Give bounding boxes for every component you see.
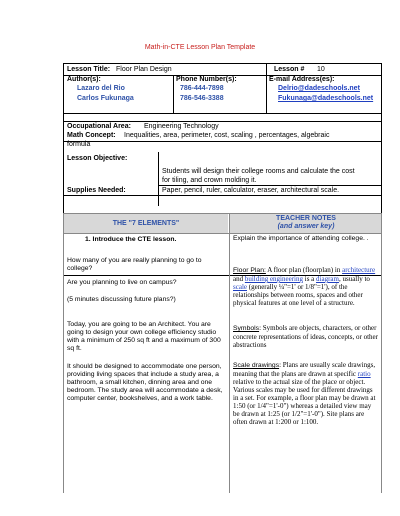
scale-drawings-definition: Scale drawings: Plans are usually scale drawings, meaning that the plans are drawn at specific ratio relative to the actual size of the place or object. Various scales may be used for different drawings in a set. For example, a floor plan may be drawn at 1:50 (or 1/4"=1'-0") whereas a detailed view may be drawn at 1:25 (or 1/2"=1'-0"). Site plans are often drawn at 1:200 or 1:100.	[233, 361, 376, 426]
supplies-value: Paper, pencil, ruler, calculator, eraser, architectural scale.	[162, 187, 340, 194]
math-concept-label: Math Concept:	[67, 132, 116, 139]
lesson-number-label: Lesson #	[274, 66, 305, 73]
left-paragraph: Today, you are going to be an Architect. You are going to design your own college efficiency studio with a minimum of 250 sq ft and a maximum of 300 sq ft.	[67, 321, 221, 352]
occupational-area-value: Engineering Technology	[144, 123, 219, 130]
left-paragraph: (5 minutes discussing future plans?)	[67, 296, 176, 303]
left-paragraph: How many of you are really planning to go to college?	[67, 257, 202, 272]
architecture-link[interactable]: architecture	[342, 266, 376, 274]
floor-plan-term: Floor Plan:	[233, 267, 266, 274]
occupational-area-label: Occupational Area:	[67, 123, 131, 130]
left-paragraph: It should be designed to accommodate one person, providing living spaces that include a study area, a bathroom, a small kitchen, dinning area and one bedroom. The study area will accommodate a desk, computer center, bookshelves, and a work table.	[67, 363, 223, 402]
phone-label: Phone Number(s):	[176, 76, 237, 83]
page-title: Math-in-CTE Lesson Plan Template	[144, 44, 256, 51]
floor-plan-definition: Floor Plan: A floor plan (floorplan) in architecture and building engineering is a diagram, usually to scale (generally ¼"=1' or 1/8"=1'), of the relationships between rooms, spaces and other physical features at one level of a structure.	[233, 266, 376, 307]
left-paragraph: Are you planning to live on campus?	[67, 279, 177, 286]
ratio-link[interactable]: ratio	[357, 370, 371, 378]
lesson-number-value: 10	[317, 66, 325, 73]
scale-link[interactable]: scale	[233, 283, 247, 291]
step-title: 1. Introduce the CTE lesson.	[85, 236, 177, 243]
email-label: E-mail Address(es):	[269, 76, 335, 83]
author-email-link[interactable]: Delrio@dadeschools.net	[278, 85, 360, 92]
lesson-objective-value-cont: for tiling, and crown molding it.	[162, 177, 257, 184]
math-concept-value: Inequalities, area, perimeter, cost, scaling , percentages, algebraic	[124, 132, 330, 139]
right-column-subheader: (and answer key)	[277, 223, 335, 230]
authors-label: Author(s):	[67, 76, 101, 83]
author-phone: 786-546-3388	[180, 95, 224, 102]
supplies-label: Supplies Needed:	[67, 187, 126, 194]
author-email-link[interactable]: Fukunaga@dadeschools.net	[278, 95, 374, 102]
symbols-definition: Symbols: Symbols are objects, characters, or other concrete representations of ideas, concepts, or other abstractions	[233, 324, 378, 349]
author-phone: 786-444-7898	[180, 85, 224, 92]
diagram-link[interactable]: diagram	[316, 275, 339, 283]
right-column-header: TEACHER NOTES	[276, 215, 336, 222]
lesson-objective-value: Students will design their college rooms and calculate the cost	[162, 168, 355, 175]
author-name: Carlos Fukunaga	[77, 95, 134, 102]
teacher-note: Explain the importance of attending college. .	[233, 235, 369, 242]
lesson-title-value: Floor Plan Design	[116, 66, 172, 73]
symbols-term: Symbols	[233, 325, 260, 332]
building-engineering-link[interactable]: building engineering	[244, 275, 303, 283]
seven-elements-table	[63, 213, 382, 493]
author-name: Lazaro del Rio	[77, 85, 125, 92]
scale-drawings-term: Scale drawings	[233, 362, 280, 369]
lesson-objective-label: Lesson Objective:	[67, 155, 128, 162]
left-column-header: THE "7 ELEMENTS"	[112, 220, 180, 227]
math-concept-value-cont: formula	[67, 141, 91, 148]
lesson-title-label: Lesson Title:	[67, 66, 111, 73]
